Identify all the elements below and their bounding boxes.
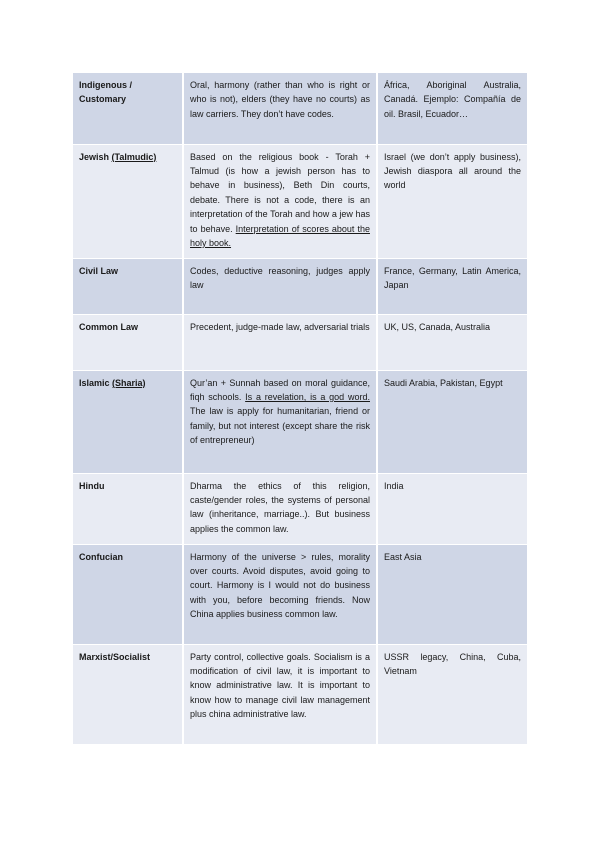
- table-row-civil-law: [73, 258, 527, 314]
- legal-system-examples: Saudi Arabia, Pakistan, Egypt: [377, 370, 527, 473]
- table-row-marxist-socialist: [73, 644, 527, 744]
- legal-system-description: Oral, harmony (rather than who is right or who is not), elders (they have no courts) as law carriers. They don’t have codes.: [183, 73, 377, 144]
- legal-system-description: [183, 144, 377, 258]
- legal-system-term: (Talmudic): [111, 151, 157, 162]
- legal-system-examples: UK, US, Canada, Australia: [377, 314, 527, 370]
- legal-system-term: (Sharia): [112, 377, 146, 388]
- legal-system-name: [73, 144, 183, 258]
- table-row-islamic: [73, 370, 527, 473]
- legal-system-description: [183, 370, 377, 473]
- legal-system-description: Harmony of the universe > rules, morality over courts. Avoid disputes, avoid going to court. Harmony is I would not do business with you, before becoming friends. Now China applies business common law.: [183, 544, 377, 644]
- legal-system-description: Precedent, judge-made law, adversarial trials: [183, 314, 377, 370]
- legal-systems-table: [73, 73, 527, 745]
- description-underlined: Is a revelation, is a god word.: [245, 391, 370, 402]
- description-underlined: Interpretation of scores about the holy book.: [190, 223, 370, 248]
- legal-system-name-text: Islamic: [79, 377, 110, 388]
- legal-system-name: Indigenous / Customary: [73, 73, 183, 144]
- table-row-indigenous: [73, 73, 527, 144]
- legal-system-examples: India: [377, 473, 527, 544]
- legal-system-name: Marxist/Socialist: [73, 644, 183, 744]
- description-tail: The law is apply for humanitarian, friend or family, but not interest (except share the risk of entrepreneur): [190, 406, 370, 446]
- legal-system-examples: África, Aboriginal Australia, Canadá. Ejemplo: Compañía de oil. Brasil, Ecuador…: [377, 73, 527, 144]
- legal-system-name: [73, 370, 183, 473]
- legal-system-examples: France, Germany, Latin America, Japan: [377, 258, 527, 314]
- table-row-jewish: [73, 144, 527, 258]
- legal-system-name: Confucian: [73, 544, 183, 644]
- legal-system-description: Codes, deductive reasoning, judges apply law: [183, 258, 377, 314]
- table-row-common-law: [73, 314, 527, 370]
- legal-system-examples: USSR legacy, China, Cuba, Vietnam: [377, 644, 527, 744]
- legal-system-name: Civil Law: [73, 258, 183, 314]
- legal-system-name: Common Law: [73, 314, 183, 370]
- legal-system-name: Hindu: [73, 473, 183, 544]
- table-row-hindu: [73, 473, 527, 544]
- table-row-confucian: [73, 544, 527, 644]
- legal-system-examples: Israel (we don’t apply business), Jewish diaspora all around the world: [377, 144, 527, 258]
- description-text: Qur’an + Sunnah based on moral guidance, fiqh schools.: [190, 377, 370, 402]
- legal-system-description: Party control, collective goals. Socialism is a modification of civil law, it is important to know administrative law. It is important to know how to manage civil law management plus china administrative law.: [183, 644, 377, 744]
- legal-system-name-text: Jewish: [79, 151, 110, 162]
- legal-system-examples: East Asia: [377, 544, 527, 644]
- legal-system-description: Dharma the ethics of this religion, caste/gender roles, the systems of personal law (inheritance, marriage..). But business applies the common law.: [183, 473, 377, 544]
- description-text: Based on the religious book - Torah + Talmud (is how a jewish person has to behave in business), Beth Din courts, debate. There is not a code, there is an interpretation of the Torah and how a jew has to behave.: [190, 151, 370, 234]
